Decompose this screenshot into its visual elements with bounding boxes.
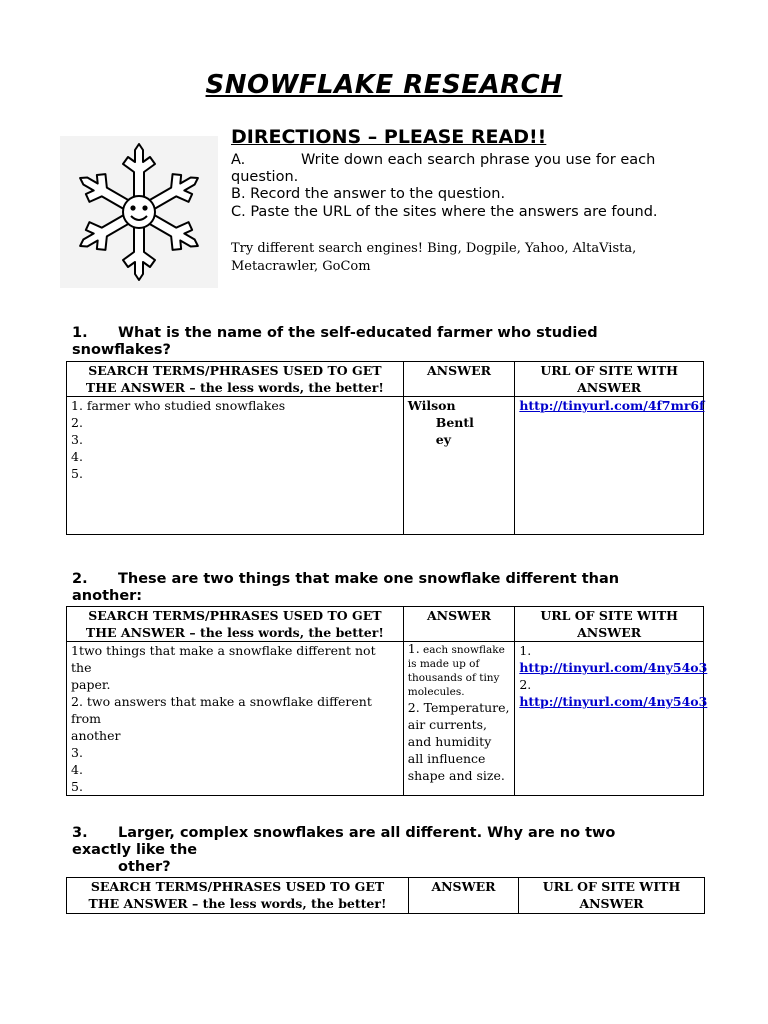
header-search-terms: SEARCH TERMS/PHRASES USED TO GET THE ANSWER – the less words, the better! [67, 878, 409, 914]
question-1-table [66, 361, 704, 535]
question-1-text: What is the name of the self-educated farmer who studied [118, 325, 598, 341]
question-3-number: 3. [72, 825, 88, 841]
answer-cell[interactable]: Wilson Bentl ey [403, 397, 515, 535]
question-3-table [66, 877, 705, 914]
directions-heading: DIRECTIONS – PLEASE READ!! [231, 126, 547, 148]
question-3-text: Larger, complex snowflakes are all different. Why are no two [118, 825, 616, 841]
header-search-terms: SEARCH TERMS/PHRASES USED TO GET THE ANSWER – the less words, the better! [67, 607, 404, 642]
header-answer: ANSWER [403, 362, 515, 397]
direction-a-text: Write down each search phrase you use for each [301, 152, 656, 168]
question-2-text-cont: another: [72, 588, 143, 604]
header-url: URL OF SITE WITH ANSWER [519, 878, 705, 914]
snowflake-icon [60, 136, 218, 288]
url-cell: 1. http://tinyurl.com/4ny54o3 2. http://tinyurl.com/4ny54o3 [515, 642, 704, 796]
question-1 [72, 325, 712, 359]
header-answer: ANSWER [403, 607, 515, 642]
url-link[interactable]: http://tinyurl.com/4f7mr6f [519, 398, 705, 413]
question-2 [72, 571, 712, 605]
header-url: URL OF SITE WITH ANSWER [515, 362, 704, 397]
table-row [67, 642, 704, 796]
url-cell [515, 397, 704, 535]
table-header-row [67, 607, 704, 642]
table-header-row [67, 362, 704, 397]
url-link-1[interactable]: http://tinyurl.com/4ny54o3 [519, 660, 708, 675]
table-header-row [67, 878, 705, 914]
question-2-number: 2. [72, 571, 88, 587]
direction-a-cont: question. [231, 169, 299, 185]
answer-cell[interactable]: 1. each snowflake is made up of thousands of tiny molecules. 2. Temperature, air currents, and humidity all influence shape and size. [403, 642, 515, 796]
direction-a-label: A. [231, 152, 246, 168]
page-title: SNOWFLAKE RESEARCH [205, 70, 563, 100]
question-1-text-cont: snowflakes? [72, 342, 171, 358]
direction-c: C. Paste the URL of the sites where the answers are found. [231, 204, 658, 220]
search-terms-cell[interactable]: 1two things that make a snowflake different not the paper. 2. two answers that make a snowflake different from another 3. 4. 5. [67, 642, 404, 796]
header-search-terms: SEARCH TERMS/PHRASES USED TO GET THE ANSWER – the less words, the better! [67, 362, 404, 397]
question-3-text-cont: exactly like the [72, 842, 198, 858]
engines-line-2: Metacrawler, GoCom [231, 259, 371, 274]
header-url: URL OF SITE WITH ANSWER [515, 607, 704, 642]
url-link-2[interactable]: http://tinyurl.com/4ny54o3 [519, 694, 708, 709]
question-3-text-cont2: other? [118, 859, 171, 875]
engines-line-1: Try different search engines! Bing, Dogpile, Yahoo, AltaVista, [231, 241, 637, 256]
table-row [67, 397, 704, 535]
search-engines-note [231, 240, 651, 276]
header-answer: ANSWER [409, 878, 519, 914]
question-3 [72, 825, 712, 876]
question-2-table [66, 606, 708, 796]
direction-b: B. Record the answer to the question. [231, 186, 506, 202]
question-2-text: These are two things that make one snowflake different than [118, 571, 620, 587]
direction-a [231, 152, 701, 169]
question-1-number: 1. [72, 325, 88, 341]
search-terms-cell[interactable]: 1. farmer who studied snowflakes 2. 3. 4. 5. [67, 397, 404, 535]
